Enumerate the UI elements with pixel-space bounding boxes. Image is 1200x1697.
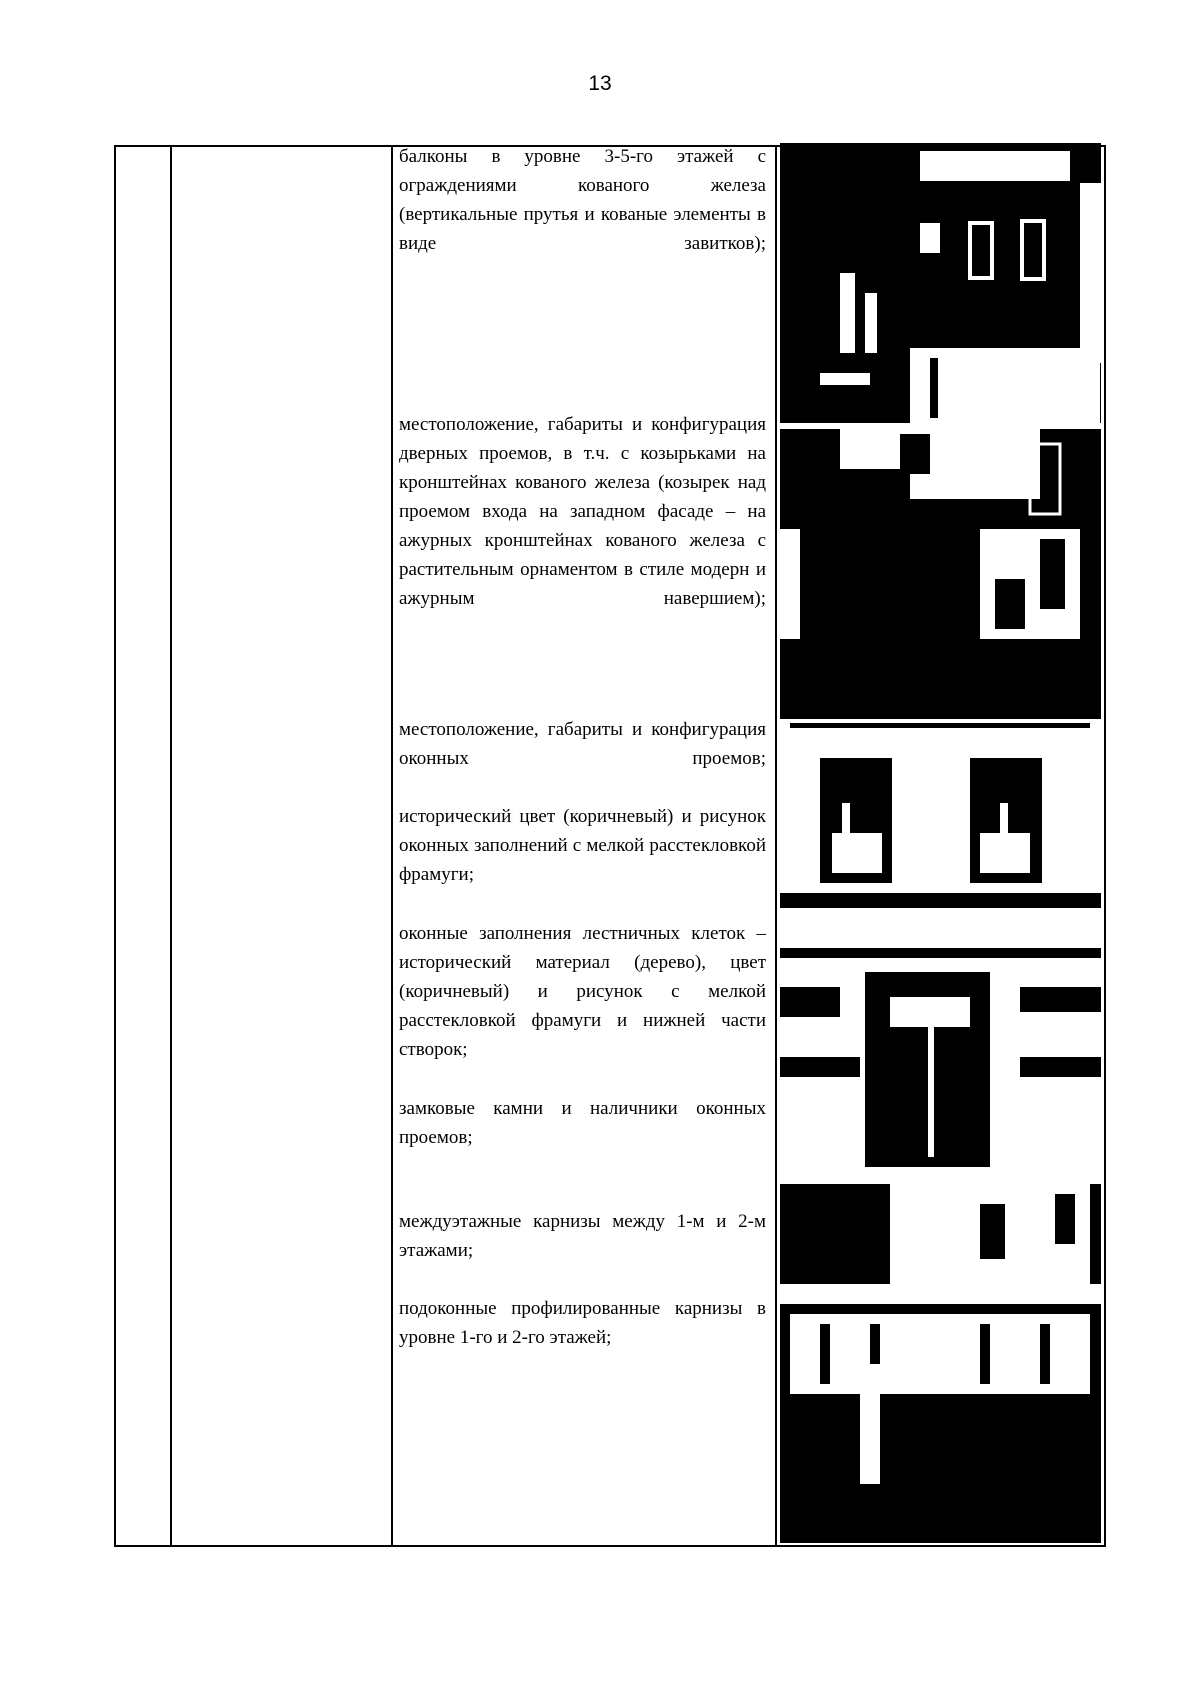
text-window-color: исторический цвет (коричневый) и рисунок оконных заполнений с мелкой расстекловкой фрамуги; [399, 806, 766, 885]
description-column [399, 147, 766, 1545]
text-keystones: замковые камни и наличники оконных проемов; [399, 1098, 766, 1148]
photo-cornices [780, 1184, 1101, 1543]
photo-stair-windows [780, 967, 1101, 1182]
photo-windows [780, 723, 1101, 963]
text-cornices: междуэтажные карнизы между 1-м и 2-м этажами; [399, 1211, 766, 1261]
monument-elements-table [114, 145, 1106, 1547]
column-divider-1 [170, 147, 172, 1545]
page-number: 13 [588, 72, 612, 95]
photo-balconies [780, 143, 1101, 423]
text-balconies: балконы в уровне 3-5-го этажей с ограждениями кованого железа (вертикальные прутья и кованые элементы в виде завитков); [399, 146, 766, 254]
column-divider-3 [775, 147, 777, 1545]
text-sills: подоконные профилированные карнизы в уровне 1-го и 2-го этажей; [399, 1298, 766, 1348]
column-divider-2 [391, 147, 393, 1545]
photo-column [780, 147, 1101, 1545]
text-windows: местоположение, габариты и конфигурация оконных проемов; [399, 719, 766, 769]
text-stair-windows: оконные заполнения лестничных клеток – исторический материал (дерево), цвет (коричневый) и рисунок с мелкой расстекловкой фрамуги и нижней части створок; [399, 923, 766, 1060]
text-doors: местоположение, габариты и конфигурация дверных проемов, в т.ч. с козырьками на кронштейнах кованого железа (козырек над проемом входа на западном фасаде – на ажурных кронштейнах кованого железа с растительным орнаментом в стиле модерн и ажурным навершием); [399, 414, 766, 609]
photo-doors [780, 429, 1101, 719]
